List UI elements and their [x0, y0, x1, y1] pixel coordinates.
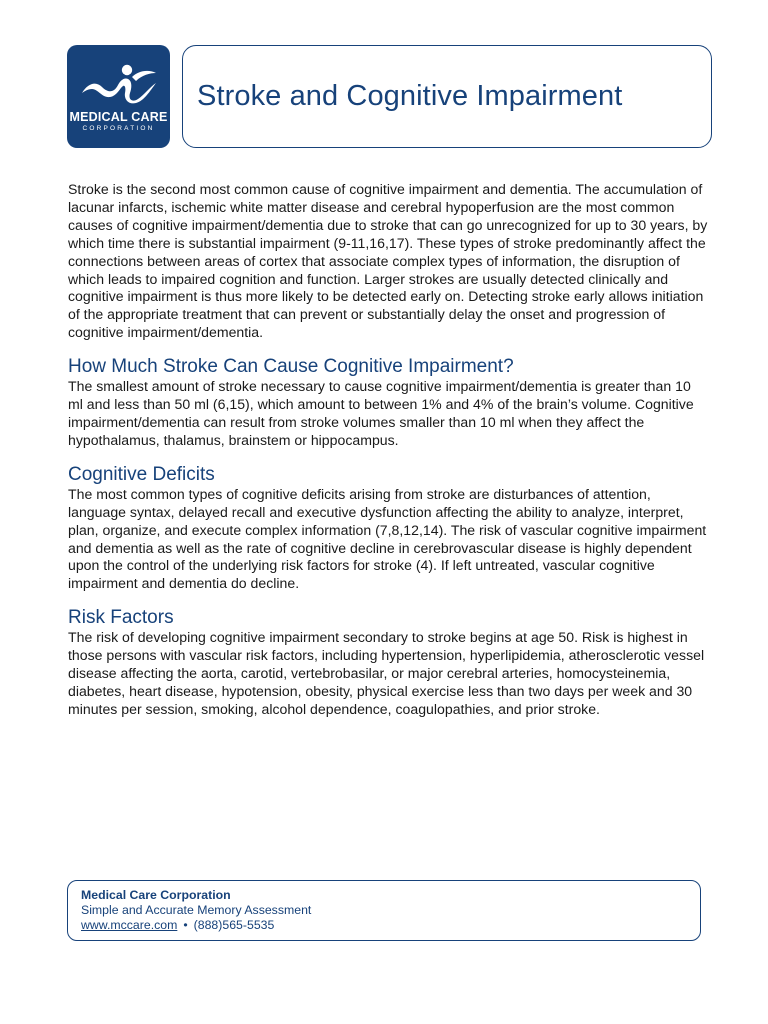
footer-tagline: Simple and Accurate Memory Assessment: [81, 903, 312, 917]
medical-care-logo-icon: [80, 63, 158, 105]
company-logo: [67, 45, 170, 148]
intro-paragraph: Stroke is the second most common cause of cognitive impairment and dementia. The accumulation of lacunar infarcts, ischemic white matter disease and cerebral hypoperfusion are the most common causes of cognitive impairment/dementia due to stroke that can go unrecognized for up to 30 years, by which time there is substantial impairment (9-11,16,17). These types of stroke predominantly affect the connections between areas of cortex that associate complex types of information, the disruption of which leads to impaired cognition and function. Larger strokes are usually detected clinically and cognitive impairment is thus more likely to be detected early on. Detecting stroke early allows initiation of the appropriate treatment that can prevent or substantially delay the onset and progression of cognitive impairment/dementia.: [68, 181, 708, 341]
logo-name: MEDICAL CARE: [69, 109, 168, 124]
phone-number: (888)565-5535: [193, 918, 275, 932]
document-body: [68, 181, 708, 719]
footer-contact-box: [67, 880, 701, 941]
footer-separator: •: [183, 918, 188, 932]
title-banner: [182, 45, 712, 148]
section-heading-risk-factors: Risk Factors: [68, 607, 174, 629]
page-title: Stroke and Cognitive Impairment: [197, 80, 623, 112]
section-paragraph-cognitive-deficits: The most common types of cognitive deficits arising from stroke are disturbances of attention, language syntax, delayed recall and executive dysfunction affecting the ability to analyze, interpret, plan, organize, and execute complex information (7,8,12,14). The risk of vascular cognitive impairment and dementia as well as the rate of cognitive decline in cerebrovascular disease is highly dependent upon the control of the underlying risk factors for stroke (4). If left untreated, vascular cognitive impairment and dementia do decline.: [68, 485, 707, 592]
section-paragraph-risk-factors: The risk of developing cognitive impairment secondary to stroke begins at age 50. Risk is highest in those persons with vascular risk factors, including hypertension, hyperlipidemia, atherosclerotic vessel disease affecting the aorta, carotid, vertebrobasilar, or major cerebral arteries, homocysteinemia, diabetes, heart disease, hypotension, obesity, physical exercise less than two days per week and 30 minutes per session, smoking, alcohol dependence, coagulopathies, and prior stroke.: [68, 629, 705, 717]
footer-company-name: Medical Care Corporation: [81, 888, 231, 902]
website-link[interactable]: www.mccare.com: [81, 918, 178, 932]
section-paragraph-stroke-amount: The smallest amount of stroke necessary to cause cognitive impairment/dementia is greater than 10 ml and less than 50 ml (6,15), which amount to between 1% and 4% of the brain’s volume. Cognitive impairment/dementia can result from stroke volumes smaller than 10 ml when they affect the hypothalamus, thalamus, brainstem or hippocampus.: [68, 378, 694, 448]
footer-contact-line: [81, 918, 700, 933]
section-heading-cognitive-deficits: Cognitive Deficits: [68, 463, 215, 485]
logo-subtitle: CORPORATION: [82, 125, 155, 132]
section-heading-stroke-amount: How Much Stroke Can Cause Cognitive Impairment?: [68, 356, 514, 378]
